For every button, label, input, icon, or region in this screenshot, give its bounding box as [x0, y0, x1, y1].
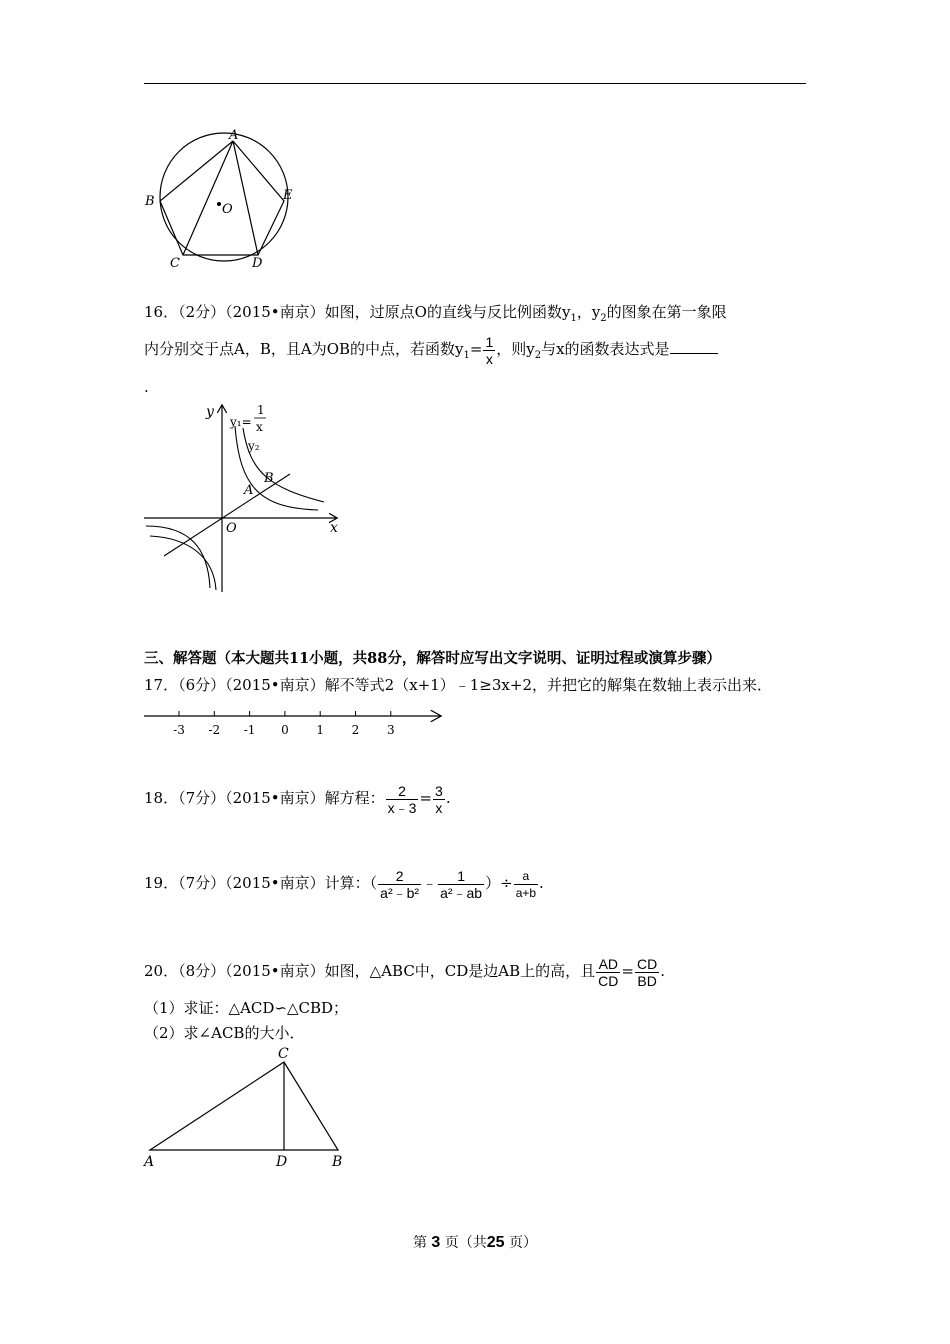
label-d: D [252, 256, 263, 271]
origin-label: O [226, 521, 237, 536]
curve-y1-third [146, 526, 210, 588]
label-e: E [283, 188, 293, 203]
point-a-label: A [244, 483, 254, 498]
q17-text: 17．（6分）（2015•南京）解不等式2（x+1）﹣1≥3x+2，并把它的解集在数轴上表示出来． [144, 676, 772, 694]
label-a: A [144, 1154, 155, 1170]
q16-period: . [144, 378, 149, 396]
pentagon [160, 141, 284, 255]
label-a: A [229, 128, 239, 143]
q20-part1: （1）求证：△ACD∽△CBD； [144, 999, 349, 1017]
number-line-tick-label: -1 [243, 723, 256, 737]
y-label: y [206, 404, 214, 420]
q18-frac-right: $\frac{3}{x}$ [435, 782, 443, 816]
answer-blank [670, 339, 718, 354]
line-through-origin [164, 474, 290, 556]
q16-line2: 内分别交于点A，B，且A为OB的中点，若函数$y_1=$ $\frac{1}{x}$ ，则$y_2$与x的函数表达式是 [144, 332, 718, 373]
label-o: O [222, 202, 233, 217]
q16-fraction: $\frac{1}{x}$ [485, 333, 494, 367]
number-line-tick-label: 0 [281, 723, 289, 737]
header-rule [144, 83, 806, 84]
label-b: B [332, 1154, 343, 1170]
q20-frac-right: $\frac{CD}{BD}$ [636, 955, 658, 989]
number-line-tick-label: 3 [386, 723, 395, 737]
q16-line1: 16．（2分）（2015•南京）如图，过原点O的直线与反比例函数$y_1$，$y_2$的图象在第一象限 [144, 303, 727, 324]
number-line-tick-label: -3 [173, 723, 185, 737]
x-label: x [330, 520, 338, 536]
center-dot [217, 202, 221, 206]
curve1-label: y₁= [230, 415, 252, 429]
label-d: D [276, 1154, 288, 1170]
curve2-label: y₂ [248, 439, 260, 453]
point-b-label: B [264, 471, 274, 486]
page-footer: 第 3 页（共25 页） [412, 1234, 538, 1251]
q20-triangle-figure [140, 1042, 360, 1177]
curve1-den: x [256, 420, 263, 434]
q20-part2: （2）求∠ACB的大小． [144, 1024, 305, 1042]
section-3-heading: 三、解答题（本大题共11小题，共88分，解答时应写出文字说明、证明过程或演算步骤） [144, 650, 721, 667]
segment-ac [183, 141, 233, 255]
q19-line: 19．（7分）（2015•南京）计算：（ $\frac{2}{\text{a²﹣b²}}$ ﹣ $\frac{1}{\text{a²﹣ab}}$ ）÷ $\frac{a}{a+b}$ . [144, 867, 544, 901]
number-line-tick-label: 2 [351, 723, 360, 737]
q16-graph-figure [140, 398, 350, 598]
segment-ad [233, 141, 258, 255]
label-c: C [278, 1046, 289, 1062]
q20-line: 20．（8分）（2015•南京）如图，△ABC中，CD是边AB上的高，且 $\frac{AD}{CD}$ = $\frac{CD}{BD}$ . [144, 955, 665, 989]
circle-o [160, 133, 288, 261]
q19-frac-2: $\frac{1}{\text{a²﹣ab}}$ [440, 867, 483, 901]
curve1-num: 1 [257, 403, 265, 417]
q17-number-line [140, 705, 450, 739]
q18-line: 18．（7分）（2015•南京）解方程： $\frac{2}{x﹣3}$ = $\frac{3}{x}$ . [144, 782, 451, 816]
q19-frac-3: $\frac{a}{a+b}$ [515, 868, 537, 900]
q18-frac-left: $\frac{2}{x﹣3}$ [387, 782, 417, 816]
label-b: B [145, 194, 155, 209]
number-line-tick-label: 1 [316, 723, 325, 737]
q15-circle-figure [140, 125, 310, 275]
label-c: C [170, 256, 180, 271]
q19-frac-1: $\frac{2}{\text{a²﹣b²}}$ [380, 867, 420, 901]
triangle-abc [150, 1062, 338, 1150]
number-line-tick-label: -2 [208, 723, 221, 737]
q20-frac-left: $\frac{AD}{CD}$ [598, 955, 619, 989]
